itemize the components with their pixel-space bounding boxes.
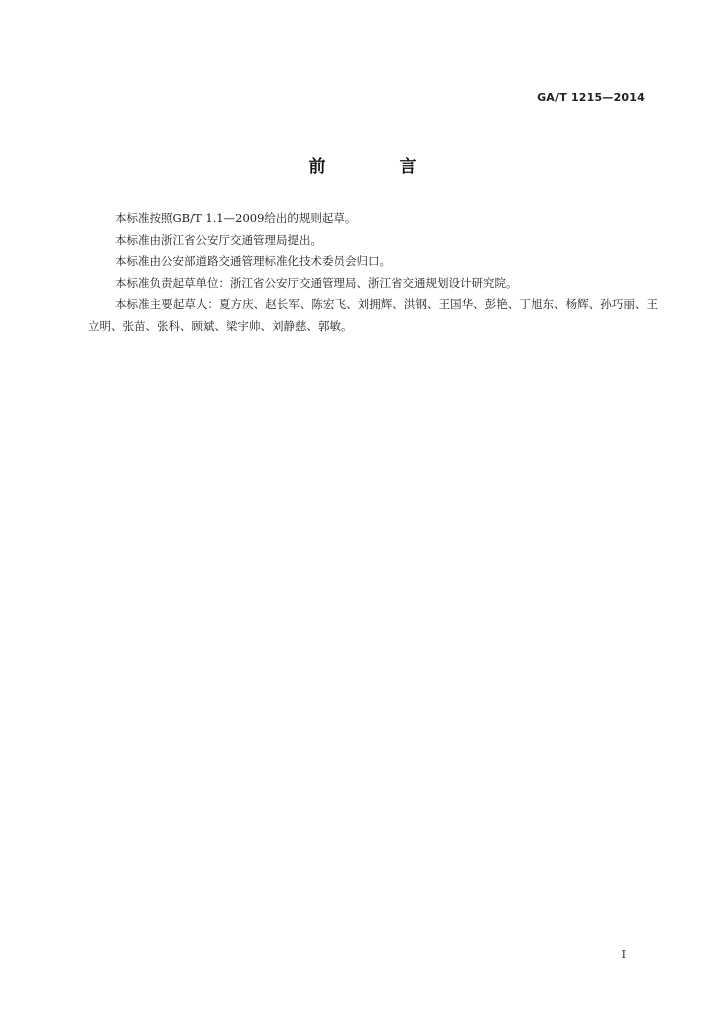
paragraph-main-drafters: 本标准主要起草人：夏方庆、赵长军、陈宏飞、刘拥辉、洪钢、王国华、彭艳、丁旭东、杨辉、孙巧丽、王立明、张苗、张科、顾斌、梁宇帅、刘静慈、郭敏。 (88, 297, 658, 333)
paragraph-drafting-organizations: 本标准负责起草单位：浙江省公安厅交通管理局、浙江省交通规划设计研究院。 (115, 275, 518, 290)
standard-code: GA/T 1215—2014 (537, 91, 645, 104)
paragraph-drafting-rules: 本标准按照GB/T 1.1—2009给出的规则起草。 (115, 211, 357, 225)
foreword-body (88, 208, 658, 337)
paragraph-proposer: 本标准由浙江省公安厅交通管理局提出。 (115, 232, 322, 247)
page-title: 前 言 (308, 157, 451, 177)
paragraph-centralized-unit: 本标准由公安部道路交通管理标准化技术委员会归口。 (115, 254, 391, 268)
page-number: I (621, 948, 626, 961)
